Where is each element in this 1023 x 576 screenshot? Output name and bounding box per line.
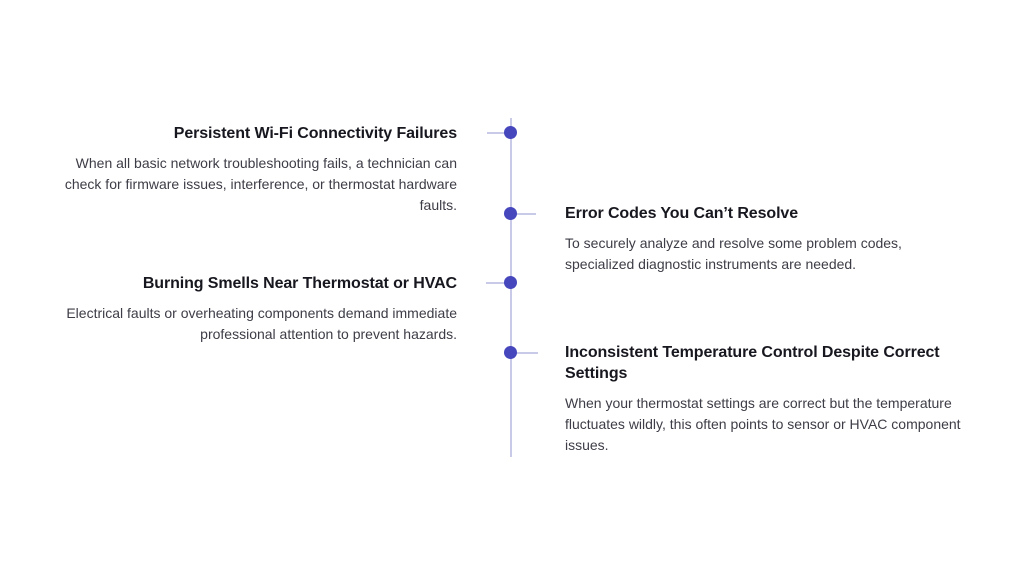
timeline-item <box>565 342 963 456</box>
timeline-item-description: When your thermostat settings are correct but the temperature fluctuates wildly, this often points to sensor or HVAC component issues. <box>565 395 961 453</box>
timeline-item-description: Electrical faults or overheating components demand immediate professional attention to prevent hazards. <box>66 305 457 342</box>
timeline-dot <box>504 126 517 139</box>
timeline-item <box>60 273 457 345</box>
timeline-item <box>565 203 971 275</box>
timeline-item-title: Burning Smells Near Thermostat or HVAC <box>142 275 457 292</box>
timeline-item-description: To securely analyze and resolve some problem codes, specialized diagnostic instruments are needed. <box>565 235 902 272</box>
timeline-item-description: When all basic network troubleshooting fails, a technician can check for firmware issues, interference, or thermostat hardware faults. <box>64 155 457 213</box>
timeline-item-title: Error Codes You Can’t Resolve <box>565 205 799 222</box>
timeline-dot <box>504 276 517 289</box>
timeline-item-title: Inconsistent Temperature Control Despite Correct Settings <box>565 344 940 382</box>
timeline-item-title: Persistent Wi-Fi Connectivity Failures <box>173 125 457 142</box>
timeline-dot <box>504 346 517 359</box>
timeline-dot <box>504 207 517 220</box>
timeline-item <box>60 123 457 216</box>
